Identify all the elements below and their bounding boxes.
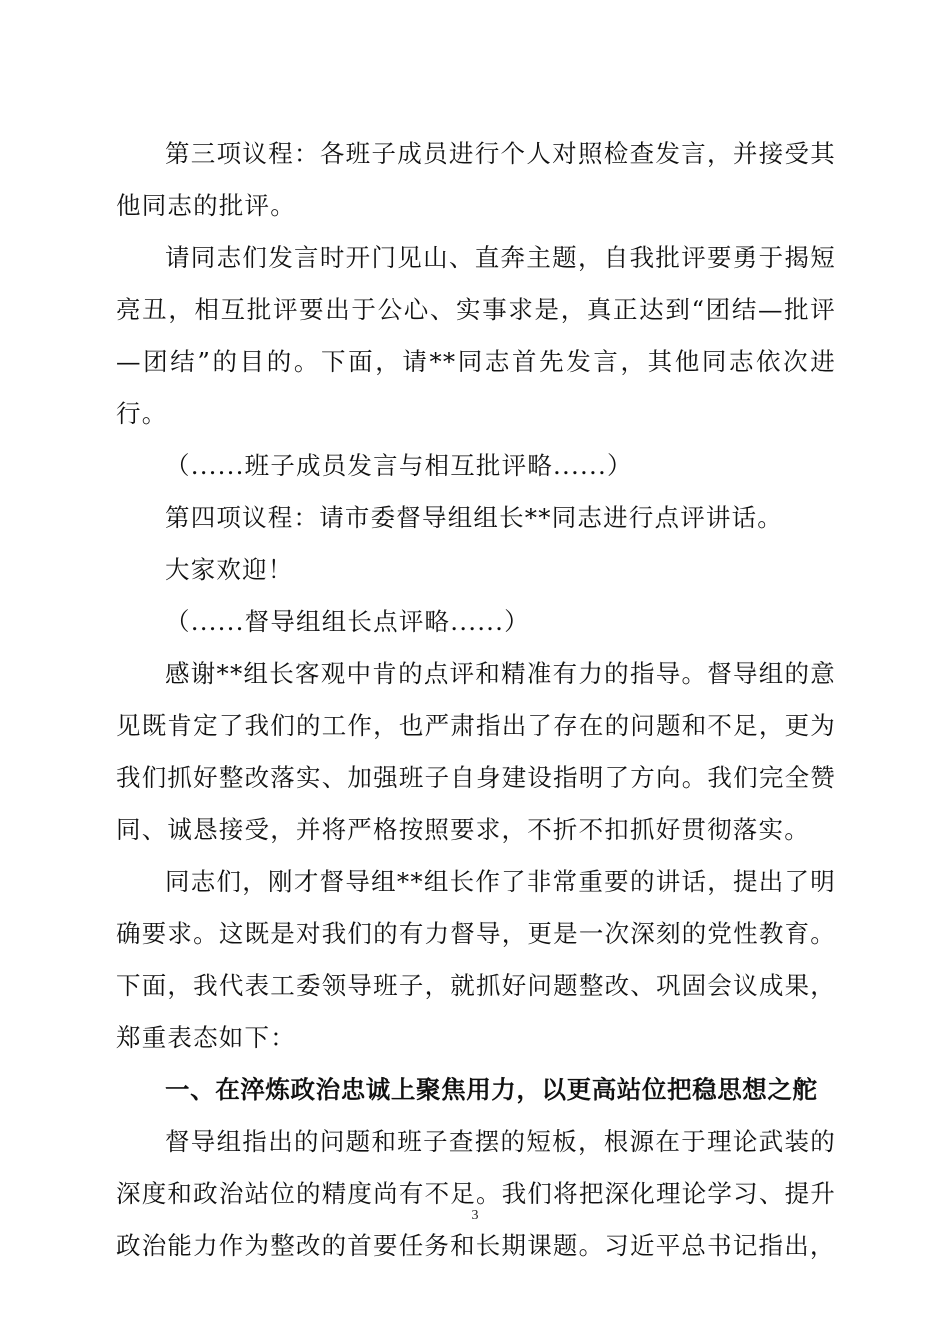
paragraph-omitted-comments: （......督导组组长点评略......） xyxy=(165,607,530,636)
paragraph-welcome: 大家欢迎！ xyxy=(165,555,294,584)
paragraph-omitted-speeches: （......班子成员发言与相互批评略......） xyxy=(165,451,633,480)
page-number: 3 xyxy=(471,1208,479,1223)
paragraph-agenda-four: 第四项议程：请市委督导组组长**同志进行点评讲话。 xyxy=(165,503,783,532)
paragraph-thanks: 感谢**组长客观中肯的点评和精准有力的指导。督导组的意见既肯定了我们的工作，也严肃指出了存在的问题和不足，更为我们抓好整改落实、加强班子自身建设指明了方向。我们完全赞同、诚恳接受，并将严格按照要求，不折不扣抓好贯彻落实。 xyxy=(116,659,836,844)
paragraph-section-one-body: 督导组指出的问题和班子查摆的短板，根源在于理论武装的深度和政治站位的精度尚有不足。我们将把深化理论学习、提升政治能力作为整改的首要任务和长期课题。习近平总书记指出， xyxy=(116,1127,836,1260)
paragraph-statement-intro: 同志们，刚才督导组**组长作了非常重要的讲话，提出了明确要求。这既是对我们的有力督导，更是一次深刻的党性教育。下面，我代表工委领导班子，就抓好问题整改、巩固会议成果，郑重表态如下： xyxy=(116,867,836,1052)
paragraph-speaking-instructions: 请同志们发言时开门见山、直奔主题，自我批评要勇于揭短亮丑，相互批评要出于公心、实事求是，真正达到“团结—批评—团结”的目的。下面，请**同志首先发言，其他同志依次进行。 xyxy=(116,243,836,428)
paragraph-agenda-three: 第三项议程：各班子成员进行个人对照检查发言，并接受其他同志的批评。 xyxy=(116,139,836,220)
section-heading-one: 一、在淬炼政治忠诚上聚焦用力，以更高站位把稳思想之舵 xyxy=(165,1075,818,1104)
body-text xyxy=(116,128,836,1272)
